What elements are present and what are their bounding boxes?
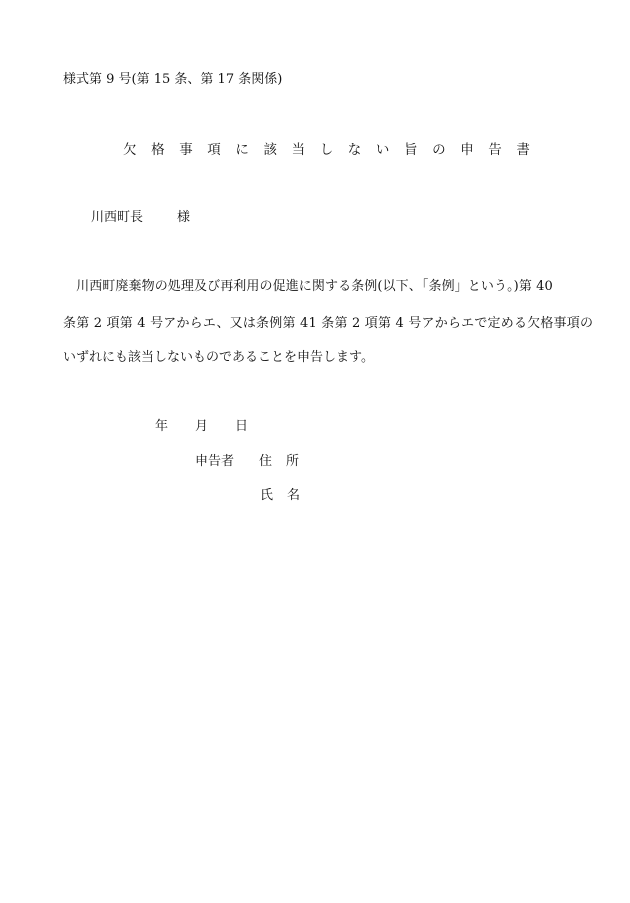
date-line [155,419,248,435]
form-number: 様式第 9 号(第 15 条、第 17 条関係) [63,72,283,87]
declarant-line [195,454,313,470]
date-year-label: 年 [155,419,169,434]
document-title: 欠格事項に該当しない旨の申告書 [123,142,545,158]
body-line-1-text: 川西町廃棄物の処理及び再利用の促進に関する条例(以下、「条例」という。)第 40 [76,279,553,294]
date-month-label: 月 [195,419,209,434]
body-text-line-3: いずれにも該当しないものであることを申告します。 [63,350,374,365]
date-day-label: 日 [235,419,249,434]
addressee-name: 川西町長 [91,210,144,225]
addressee-honorific: 様 [177,210,191,225]
body-text-line-2: 条第 2 項第 4 号アからエ、又は条例第 41 条第 2 項第 4 号アからエで定める欠格事項の [63,316,594,331]
body-text-line-1 [63,279,553,295]
name-label: 氏名 [260,488,315,503]
addressee [91,210,190,226]
address-label: 住所 [259,454,314,469]
declarant-label: 申告者 [195,454,235,469]
